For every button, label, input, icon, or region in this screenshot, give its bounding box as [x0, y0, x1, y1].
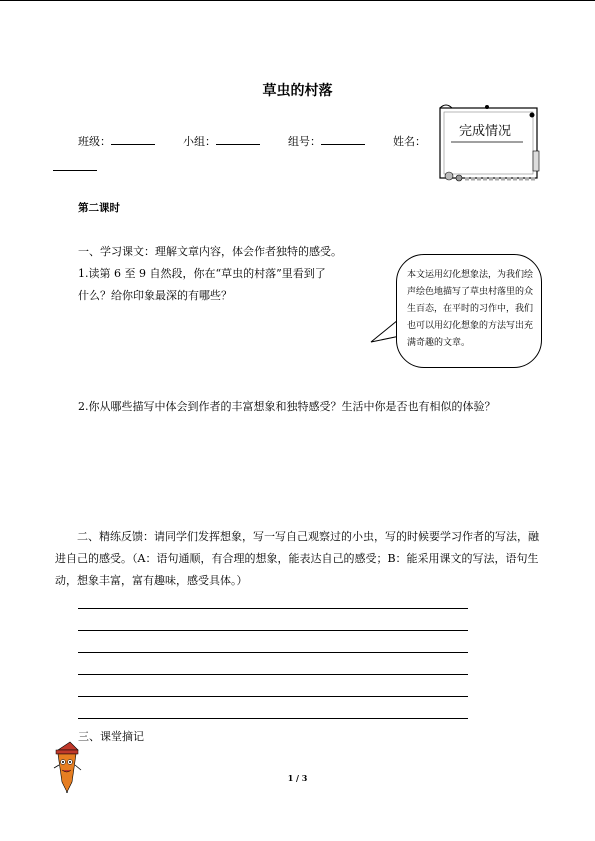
- group-no-label: 组号：: [288, 135, 321, 148]
- header-rule: [0, 0, 595, 1]
- pencil-mascot-icon: [48, 740, 88, 796]
- group-blank[interactable]: [216, 134, 260, 145]
- name-blank[interactable]: [53, 170, 97, 171]
- question-1-line-2: 什么？给你印象最深的有哪些？: [78, 289, 232, 302]
- section1-heading: 一、学习课文：理解文章内容，体会作者独特的感受。: [78, 245, 342, 258]
- tip-bubble: [396, 254, 542, 368]
- answer-line[interactable]: [78, 608, 468, 609]
- group-label: 小组：: [183, 135, 216, 148]
- lesson-label: 第二课时: [78, 202, 120, 214]
- group-no-field: [288, 133, 365, 149]
- answer-line[interactable]: [78, 674, 468, 675]
- answer-line[interactable]: [78, 696, 468, 697]
- section2-text: 二、精练反馈：请同学们发挥想象，写一写自己观察过的小虫，写的时候要学习作者的写法，融进自己的感受。（A：语句通顺，有合理的想象，能表达自己的感受；B：能采用课文的写法，语句生动，想象丰富，富有趣味，感受具体。）: [55, 530, 539, 587]
- group-field: [183, 133, 260, 149]
- scroll-frame-icon: [437, 103, 542, 183]
- class-field: [78, 133, 155, 149]
- answer-line[interactable]: [78, 652, 468, 653]
- section3-heading: 三、课堂摘记: [78, 730, 144, 743]
- page-number: 1 / 3: [287, 773, 308, 783]
- tip-text: 本文运用幻化想象法，为我们绘声绘色地描写了草虫村落里的众生百态，在平时的习作中，我们也可以用幻化想象的方法写出充满奇趣的文章。: [407, 270, 534, 348]
- badge-text: 完成情况: [459, 124, 512, 139]
- class-label: 班级：: [78, 135, 111, 148]
- group-no-blank[interactable]: [321, 134, 365, 145]
- page-title: 草虫的村落: [262, 83, 333, 99]
- name-field: [393, 133, 426, 149]
- answer-line[interactable]: [78, 718, 468, 719]
- class-blank[interactable]: [111, 134, 155, 145]
- answer-line[interactable]: [78, 630, 468, 631]
- name-label: 姓名：: [393, 135, 426, 148]
- question-1-line-1: 1.读第 6 至 9 自然段，你在“草虫的村落”里看到了: [78, 267, 326, 280]
- completion-badge: [437, 103, 542, 183]
- question-2: 2.你从哪些描写中体会到作者的丰富想象和独特感受？生活中你是否也有相似的体验？: [78, 400, 496, 413]
